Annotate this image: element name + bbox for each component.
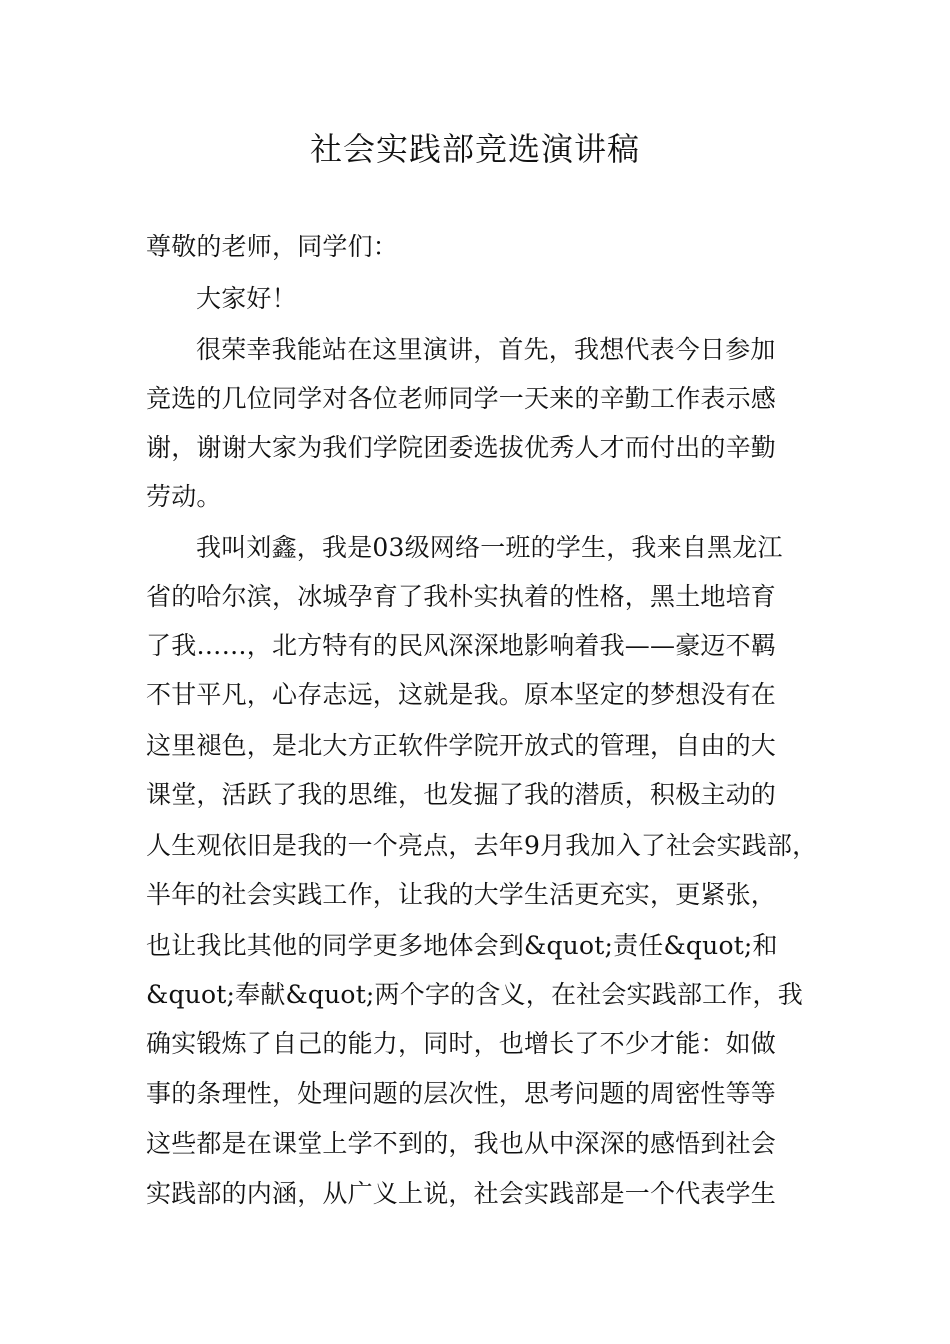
- body-line-3: 谢，谢谢大家为我们学院团委选拔优秀人才而付出的辛勤: [146, 433, 777, 462]
- body-line-5: 我叫刘鑫，我是03级网络一班的学生，我来自黑龙江: [196, 533, 783, 562]
- body-line-7: 了我……，北方特有的民风深深地影响着我——豪迈不羁: [146, 631, 777, 660]
- body-line-10: 课堂，活跃了我的思维，也发掘了我的潜质，积极主动的: [146, 780, 777, 809]
- body-line-2: 竞选的几位同学对各位老师同学一天来的辛勤工作表示感: [146, 384, 777, 413]
- body-line-8: 不甘平凡，心存志远，这就是我。原本坚定的梦想没有在: [146, 680, 777, 709]
- body-line-6: 省的哈尔滨，冰城孕育了我朴实执着的性格，黑土地培育: [146, 582, 777, 611]
- body-line-15: 确实锻炼了自己的能力，同时，也增长了不少才能：如做: [146, 1029, 777, 1058]
- document-title: 社会实践部竞选演讲稿: [309, 130, 640, 168]
- body-line-11: 人生观依旧是我的一个亮点，去年9月我加入了社会实践部，: [146, 831, 818, 860]
- body-line-18: 实践部的内涵，从广义上说，社会实践部是一个代表学生: [146, 1179, 777, 1208]
- body-line-4: 劳动。: [146, 482, 222, 511]
- body-line-13: 也让我比其他的同学更多地体会到&quot;责任&quot;和: [146, 931, 778, 960]
- salutation-line: 尊敬的老师，同学们：: [146, 232, 399, 261]
- body-line-12: 半年的社会实践工作，让我的大学生活更充实，更紧张，: [146, 880, 777, 909]
- body-line-17: 这些都是在课堂上学不到的，我也从中深深的感悟到社会: [146, 1129, 777, 1158]
- body-line-16: 事的条理性，处理问题的层次性，思考问题的周密性等等: [146, 1079, 777, 1108]
- body-line-1: 很荣幸我能站在这里演讲，首先，我想代表今日参加: [196, 335, 776, 364]
- greeting-line: 大家好！: [196, 284, 297, 313]
- body-line-14: &quot;奉献&quot;两个字的含义，在社会实践部工作，我: [146, 980, 803, 1009]
- body-line-9: 这里褪色，是北大方正软件学院开放式的管理，自由的大: [146, 731, 777, 760]
